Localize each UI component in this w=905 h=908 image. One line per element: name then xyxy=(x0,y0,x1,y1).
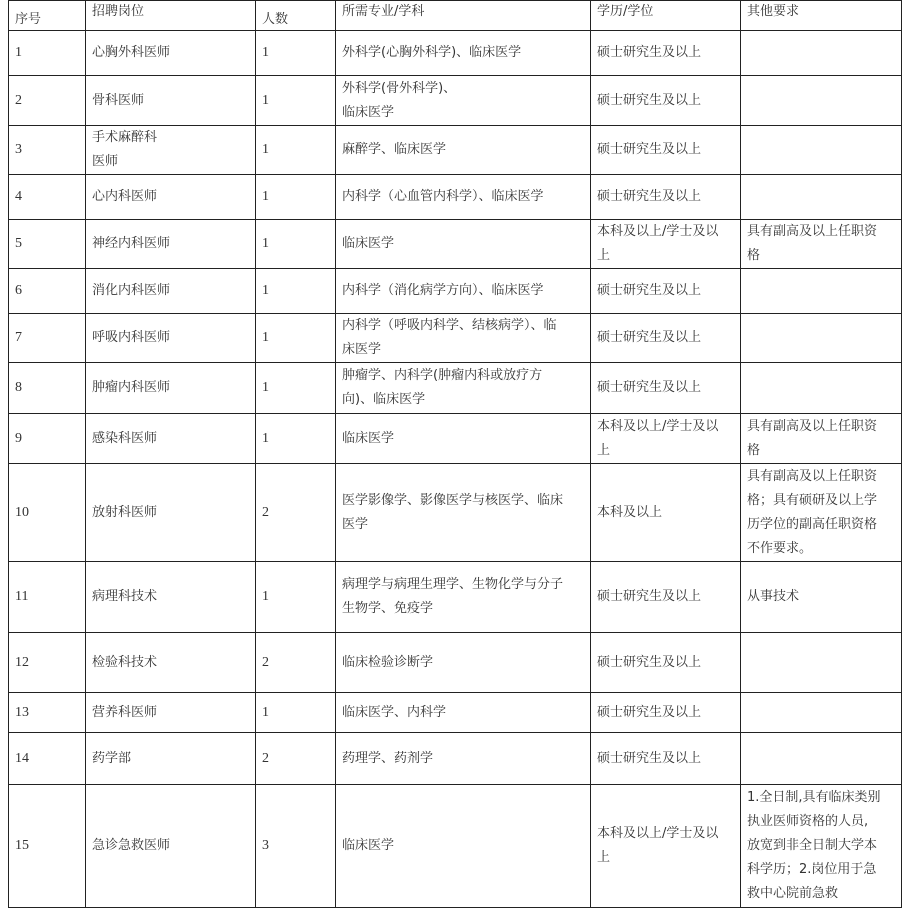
education-requirement: 硕士研究生及以上 xyxy=(591,633,741,693)
table-row xyxy=(9,31,902,76)
row-number: 9 xyxy=(9,414,86,464)
post-name: 神经内科医师 xyxy=(86,220,256,269)
row-number: 1 xyxy=(9,31,86,76)
row-number: 2 xyxy=(9,76,86,126)
post-name: 肿瘤内科医师 xyxy=(86,363,256,414)
header-major xyxy=(336,1,591,31)
required-major: 临床检验诊断学 xyxy=(336,633,591,693)
row-number: 10 xyxy=(9,464,86,562)
education-requirement: 硕士研究生及以上 xyxy=(591,562,741,633)
post-name: 急诊急救医师 xyxy=(86,785,256,908)
row-number: 4 xyxy=(9,175,86,220)
other-requirement xyxy=(741,126,902,175)
row-number: 5 xyxy=(9,220,86,269)
row-number: 3 xyxy=(9,126,86,175)
required-major: 医学影像学、影像医学与核医学、临床 医学 xyxy=(336,464,591,562)
other-requirement xyxy=(741,633,902,693)
headcount: 1 xyxy=(256,76,336,126)
table-row xyxy=(9,693,902,733)
table-row xyxy=(9,562,902,633)
headcount: 1 xyxy=(256,220,336,269)
post-name: 检验科技术 xyxy=(86,633,256,693)
post-name: 心内科医师 xyxy=(86,175,256,220)
other-requirement: 具有副高及以上任职资 格 xyxy=(741,220,902,269)
table-row xyxy=(9,633,902,693)
row-number: 6 xyxy=(9,269,86,314)
post-name: 骨科医师 xyxy=(86,76,256,126)
required-major: 内科学（呼吸内科学、结核病学）、临 床医学 xyxy=(336,314,591,363)
headcount: 2 xyxy=(256,633,336,693)
required-major: 麻醉学、临床医学 xyxy=(336,126,591,175)
post-name: 手术麻醉科 医师 xyxy=(86,126,256,175)
header-post-label: 招聘岗位 xyxy=(92,4,145,19)
headcount: 1 xyxy=(256,31,336,76)
table-header-row xyxy=(9,1,902,31)
headcount: 1 xyxy=(256,414,336,464)
table-row xyxy=(9,175,902,220)
required-major: 临床医学、内科学 xyxy=(336,693,591,733)
other-requirement xyxy=(741,175,902,220)
header-no: 序号 xyxy=(9,1,86,31)
table-row xyxy=(9,314,902,363)
required-major: 临床医学 xyxy=(336,414,591,464)
post-name: 药学部 xyxy=(86,733,256,785)
row-number: 12 xyxy=(9,633,86,693)
header-major-label: 所需专业/学科 xyxy=(342,4,425,19)
header-other-label: 其他要求 xyxy=(747,4,800,19)
table-row xyxy=(9,363,902,414)
headcount: 1 xyxy=(256,363,336,414)
row-number: 13 xyxy=(9,693,86,733)
row-number: 15 xyxy=(9,785,86,908)
education-requirement: 硕士研究生及以上 xyxy=(591,733,741,785)
table-row xyxy=(9,76,902,126)
required-major: 临床医学 xyxy=(336,785,591,908)
other-requirement xyxy=(741,76,902,126)
education-requirement: 硕士研究生及以上 xyxy=(591,76,741,126)
education-requirement: 硕士研究生及以上 xyxy=(591,31,741,76)
headcount: 1 xyxy=(256,126,336,175)
table-row xyxy=(9,733,902,785)
education-requirement: 本科及以上/学士及以 上 xyxy=(591,220,741,269)
headcount: 3 xyxy=(256,785,336,908)
required-major: 药理学、药剂学 xyxy=(336,733,591,785)
header-education xyxy=(591,1,741,31)
headcount: 1 xyxy=(256,269,336,314)
required-major: 病理学与病理生理学、生物化学与分子 生物学、免疫学 xyxy=(336,562,591,633)
other-requirement xyxy=(741,693,902,733)
table-row xyxy=(9,126,902,175)
other-requirement xyxy=(741,269,902,314)
table-row xyxy=(9,464,902,562)
other-requirement: 1.全日制,具有临床类别 执业医师资格的人员, 放宽到非全日制大学本 科学历；2.岗位用于急 救中心院前急救 xyxy=(741,785,902,908)
headcount: 1 xyxy=(256,175,336,220)
education-requirement: 硕士研究生及以上 xyxy=(591,126,741,175)
header-other xyxy=(741,1,902,31)
other-requirement xyxy=(741,314,902,363)
required-major: 内科学（心血管内科学）、临床医学 xyxy=(336,175,591,220)
other-requirement: 从事技术 xyxy=(741,562,902,633)
recruitment-table xyxy=(8,0,902,908)
post-name: 放射科医师 xyxy=(86,464,256,562)
headcount: 2 xyxy=(256,733,336,785)
table-row xyxy=(9,414,902,464)
post-name: 感染科医师 xyxy=(86,414,256,464)
table-row xyxy=(9,220,902,269)
required-major: 临床医学 xyxy=(336,220,591,269)
headcount: 1 xyxy=(256,562,336,633)
education-requirement: 硕士研究生及以上 xyxy=(591,363,741,414)
post-name: 营养科医师 xyxy=(86,693,256,733)
required-major: 内科学（消化病学方向）、临床医学 xyxy=(336,269,591,314)
other-requirement xyxy=(741,363,902,414)
required-major: 肿瘤学、内科学(肿瘤内科或放疗方 向)、临床医学 xyxy=(336,363,591,414)
other-requirement xyxy=(741,31,902,76)
header-post xyxy=(86,1,256,31)
other-requirement: 具有副高及以上任职资 格；具有硕研及以上学 历学位的副高任职资格 不作要求。 xyxy=(741,464,902,562)
required-major: 外科学(心胸外科学)、临床医学 xyxy=(336,31,591,76)
row-number: 11 xyxy=(9,562,86,633)
required-major: 外科学(骨外科学)、 临床医学 xyxy=(336,76,591,126)
row-number: 8 xyxy=(9,363,86,414)
row-number: 14 xyxy=(9,733,86,785)
education-requirement: 硕士研究生及以上 xyxy=(591,269,741,314)
post-name: 消化内科医师 xyxy=(86,269,256,314)
table-row xyxy=(9,785,902,908)
row-number: 7 xyxy=(9,314,86,363)
education-requirement: 硕士研究生及以上 xyxy=(591,175,741,220)
education-requirement: 硕士研究生及以上 xyxy=(591,314,741,363)
header-education-label: 学历/学位 xyxy=(597,4,654,19)
header-count: 人数 xyxy=(256,1,336,31)
table-row xyxy=(9,269,902,314)
education-requirement: 硕士研究生及以上 xyxy=(591,693,741,733)
other-requirement xyxy=(741,733,902,785)
post-name: 心胸外科医师 xyxy=(86,31,256,76)
other-requirement: 具有副高及以上任职资 格 xyxy=(741,414,902,464)
post-name: 呼吸内科医师 xyxy=(86,314,256,363)
post-name: 病理科技术 xyxy=(86,562,256,633)
education-requirement: 本科及以上/学士及以 上 xyxy=(591,414,741,464)
headcount: 1 xyxy=(256,314,336,363)
education-requirement: 本科及以上/学士及以 上 xyxy=(591,785,741,908)
education-requirement: 本科及以上 xyxy=(591,464,741,562)
headcount: 1 xyxy=(256,693,336,733)
headcount: 2 xyxy=(256,464,336,562)
